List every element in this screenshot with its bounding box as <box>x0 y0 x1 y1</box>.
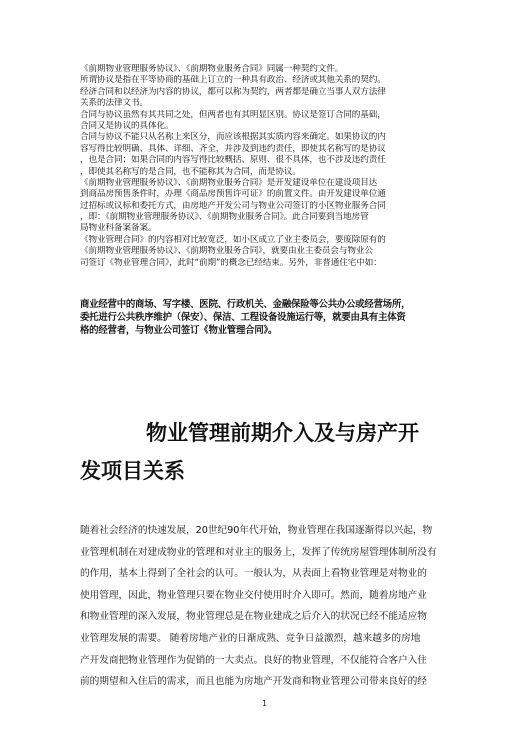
bold-paragraph <box>80 298 452 337</box>
text-line: 经济合同和以经济为内容的协议，都可以称为契约，两者都是确立当事人双方法律 <box>80 86 386 97</box>
text-line: 的作用，基本上得到了全社会的认可。一般认为，从表面上看物业管理是对物业的 <box>80 568 427 580</box>
text-line: 合同与协议虽然有其共同之处，但两者也有其明显区别。协议是签订合同的基础， <box>80 109 386 120</box>
text-line: 司签订《物业管理合同》，此时“前期”的概念已经结束。另外，非普通住宅中如： <box>80 257 382 268</box>
text-line: 前的期望和入住后的需求，而且也能为房地产开发商和物业管理公司带来良好的经 <box>80 676 427 688</box>
top-paragraph <box>80 64 450 269</box>
heading-line: 物业管理前期介入及与房产开 <box>146 421 419 445</box>
text-line: 所谓协议是指在平等协商的基础上订立的一种具有政治、经济或其他关系的契约。 <box>80 75 386 86</box>
page-number: 1 <box>261 699 268 708</box>
body-paragraph <box>80 520 455 693</box>
text-line: 到商品房预售条件时，办理《商品房预售许可证》的前置文件。由开发建设单位通 <box>80 189 386 200</box>
text-line: 《前期物业管理服务协议》、《前期物业服务合同》，就要由业主委员会与物业公 <box>80 246 373 257</box>
text-line: ，即：《前期物业管理服务协议》、《前期物业服务合同》。此合同要到当地房管 <box>80 212 369 223</box>
text-line: 和物业管理的深入发展，物业管理总是在物业建成之后介入的状况已经不能适应物 <box>80 611 427 623</box>
text-line: ，即使其名称写的是合同，也不能称其为合同，而是协议。 <box>80 166 301 177</box>
text-line: 合同与协议不能只从名称上来区分，而应该根据其实质内容来确定。如果协议的内 <box>80 132 386 143</box>
text-line: ，也是合同；如果合同的内容写得比较概括、原则、很不具体，也不涉及违约责任 <box>80 155 386 166</box>
text-line: 产开发商把物业管理作为促销的一大卖点。良好的物业管理，不仅能符合客户入住 <box>80 654 427 666</box>
text-line: 容写得比较明确、具体、详细、齐全，并涉及到违约责任，即使其名称写的是协议 <box>80 143 386 154</box>
text-line: 《前期物业管理服务协议》、《前期物业服务合同》是开发建设单位在建设项目达 <box>80 177 378 188</box>
text-line: 使用管理，因此，物业管理只要在物业交付使用时介入即可。然而，随着房地产业 <box>80 589 427 601</box>
text-line: 《物业管理合同》的内容相对比较宽泛，如小区成立了业主委员会，要废除原有的 <box>80 234 386 245</box>
text-line: 过招标或议标和委托方式，由房地产开发公司与物业公司签订的小区物业服务合同 <box>80 200 386 211</box>
text-line: 关系的法律文书。 <box>80 98 148 109</box>
text-line: 《前期物业管理服务协议》、《前期物业服务合同》同属一种契约文件。 <box>80 64 344 74</box>
bold-text-line: 委托进行公共秩序维护（保安）、保洁、工程设备设施运行等，就要由具有主体资 <box>80 312 406 323</box>
text-line: 随着社会经济的快速发展，20世纪90年代开始，物业管理在我国逐渐得以兴起，物 <box>80 525 433 536</box>
bold-text-line: 商业经营中的商场、写字楼、医院、行政机关、金融保险等公共办公或经营场所， <box>80 299 411 310</box>
bold-text-line: 格的经营者，与物业公司签订《物业管理合同》。 <box>80 325 278 336</box>
heading-line: 发项目关系 <box>80 459 185 483</box>
text-line: 合同又是协议的具体化。 <box>80 120 174 131</box>
section-heading <box>80 414 460 490</box>
text-line: 业管理发展的需要。 随着房地产业的日渐成熟、竞争日益激烈，越来越多的房地 <box>80 632 421 644</box>
text-line: 业管理机制在对建成物业的管理和对业主的服务上，发挥了传统房屋管理体制所没有 <box>80 546 437 558</box>
text-line: 局物业科备案备案。 <box>80 223 157 234</box>
